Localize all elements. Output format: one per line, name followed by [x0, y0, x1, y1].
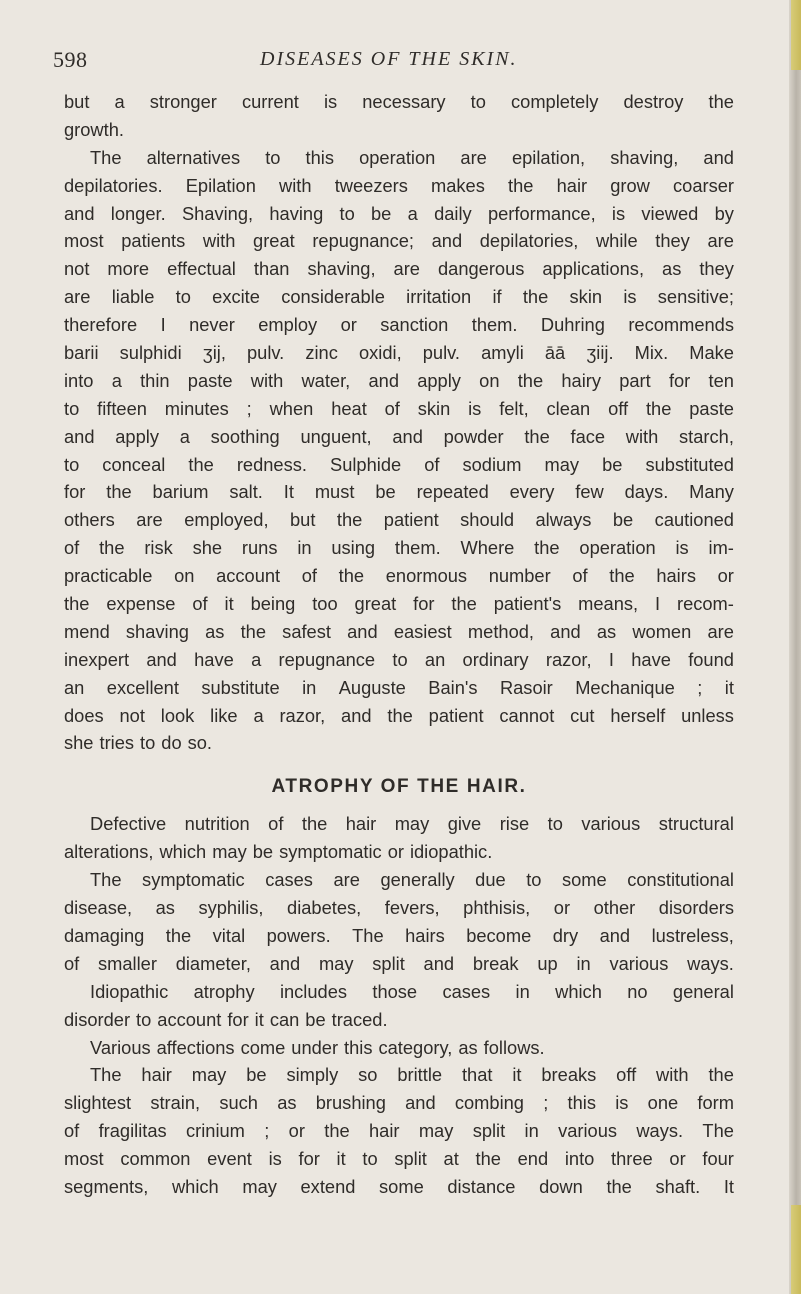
- text-line: the expense of it being too great for the patient's means, I recom-: [64, 593, 734, 615]
- text-line: of the risk she runs in using them. Where the operation is im-: [64, 537, 734, 559]
- section-heading: ATROPHY OF THE HAIR.: [271, 776, 527, 798]
- text-line: The alternatives to this operation are epilation, shaving, and: [90, 146, 734, 168]
- text-line: disease, as syphilis, diabetes, fevers, phthisis, or other disorders: [64, 897, 734, 919]
- text-line: depilatories. Epilation with tweezers makes the hair grow coarser: [64, 174, 734, 196]
- text-line: disorder to account for it can be traced.: [64, 1008, 388, 1030]
- text-line: practicable on account of the enormous number of the hairs or: [64, 565, 734, 587]
- text-line: into a thin paste with water, and apply on the hairy part for ten: [64, 369, 734, 391]
- text-line: and apply a soothing unguent, and powder the face with starch,: [64, 425, 734, 447]
- paragraph-block-2: [64, 810, 734, 1200]
- page-edge-tab: [791, 0, 801, 70]
- text-line: slightest strain, such as brushing and combing ; this is one form: [64, 1092, 734, 1114]
- text-line: most common event is for it to split at the end into three or four: [64, 1148, 734, 1170]
- text-line: others are employed, but the patient should always be cautioned: [64, 509, 734, 531]
- text-line: are liable to excite considerable irritation if the skin is sensitive;: [64, 286, 734, 308]
- text-line: and longer. Shaving, having to be a daily performance, is viewed by: [64, 202, 734, 224]
- text-line: not more effectual than shaving, are dangerous applications, as they: [64, 258, 734, 280]
- text-line: to fifteen minutes ; when heat of skin is felt, clean off the paste: [64, 397, 734, 419]
- text-line: The hair may be simply so brittle that it breaks off with the: [90, 1064, 734, 1086]
- text-line: but a stronger current is necessary to completely destroy the: [64, 91, 734, 112]
- text-line: mend shaving as the safest and easiest method, and as women are: [64, 620, 734, 642]
- text-line: barii sulphidi ʒij, pulv. zinc oxidi, pulv. amyli āā ʒiij. Mix. Make: [64, 342, 734, 364]
- text-line: most patients with great repugnance; and depilatories, while they are: [64, 230, 734, 252]
- paragraph-block-1: [64, 88, 734, 757]
- text-line: to conceal the redness. Sulphide of sodium may be substituted: [64, 453, 734, 475]
- text-line: Various affections come under this category, as follows.: [90, 1036, 545, 1058]
- text-line: therefore I never employ or sanction them. Duhring recommends: [64, 314, 734, 336]
- body-text: [64, 88, 734, 1201]
- running-head: [53, 40, 753, 80]
- text-line: of fragilitas crinium ; or the hair may split in various ways. The: [64, 1120, 734, 1142]
- text-line: growth.: [64, 118, 124, 140]
- page-edge-tab: [791, 1205, 801, 1294]
- text-line: segments, which may extend some distance down the shaft. It: [64, 1175, 734, 1197]
- text-line: Idiopathic atrophy includes those cases in which no general: [90, 980, 734, 1002]
- text-line: damaging the vital powers. The hairs become dry and lustreless,: [64, 924, 734, 946]
- text-line: of smaller diameter, and may split and break up in various ways.: [64, 952, 734, 974]
- text-line: Defective nutrition of the hair may give rise to various structural: [90, 813, 734, 835]
- page-edge-shadow: [789, 0, 801, 1294]
- text-line: does not look like a razor, and the patient cannot cut herself unless: [64, 704, 734, 726]
- text-line: alterations, which may be symptomatic or idiopathic.: [64, 841, 493, 863]
- text-line: for the barium salt. It must be repeated every few days. Many: [64, 481, 734, 503]
- text-line: inexpert and have a repugnance to an ordinary razor, I have found: [64, 648, 734, 670]
- text-line: she tries to do so.: [64, 732, 213, 754]
- page-number: 598: [53, 47, 88, 72]
- running-title: DISEASES OF THE SKIN.: [260, 48, 518, 70]
- text-line: an excellent substitute in Auguste Bain's Rasoir Mechanique ; it: [64, 676, 734, 698]
- text-line: The symptomatic cases are generally due to some constitutional: [90, 869, 734, 891]
